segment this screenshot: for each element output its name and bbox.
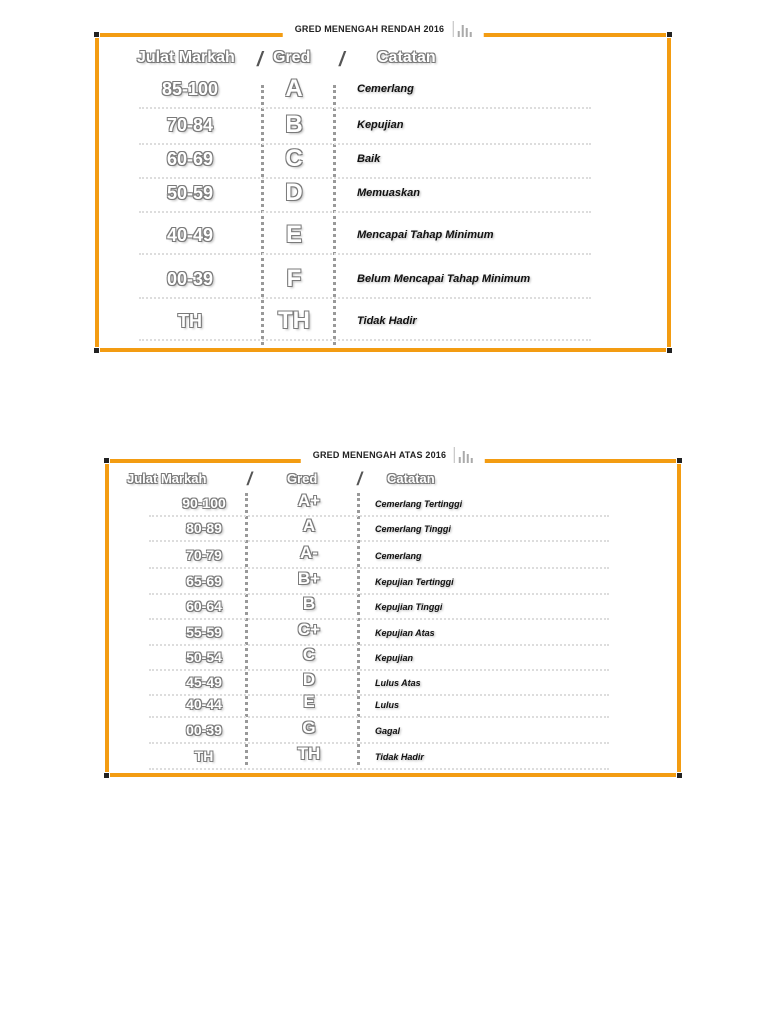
mark-range: 00-39	[166, 269, 214, 289]
row-separator	[149, 593, 609, 595]
corner-handle	[93, 347, 100, 354]
panel-title: GRED MENENGAH ATAS 2016	[312, 450, 447, 460]
row-separator	[149, 716, 609, 718]
grade-letter: F	[286, 265, 302, 292]
mark-range: 40-49	[166, 225, 214, 245]
grade-letter: B	[285, 111, 303, 138]
column-divider	[357, 493, 360, 765]
row-separator	[139, 339, 591, 341]
header-slash: /	[247, 469, 253, 489]
grade-letter: A	[302, 516, 316, 535]
corner-handle	[103, 457, 110, 464]
grade-note: Kepujian Tertinggi	[375, 577, 454, 587]
grade-letter: A	[285, 75, 303, 102]
mark-range: TH	[178, 311, 202, 331]
mark-range: TH	[194, 748, 214, 764]
header-catatan: Catatan	[387, 471, 435, 486]
mark-range: 45-49	[186, 674, 222, 690]
mark-range: 70-79	[186, 547, 222, 563]
row-separator	[149, 567, 609, 569]
row-separator	[149, 742, 609, 744]
column-divider	[333, 85, 336, 345]
grade-letter: C	[285, 145, 303, 172]
corner-handle	[103, 772, 110, 779]
row-separator	[139, 143, 591, 145]
row-separator	[139, 297, 591, 299]
row-separator	[139, 211, 591, 213]
grade-table-atas	[105, 450, 681, 777]
mark-range: 85-100	[161, 79, 219, 99]
corner-handle	[666, 347, 673, 354]
row-separator	[139, 177, 591, 179]
grade-letter: A+	[297, 491, 321, 510]
header-slash: /	[339, 49, 345, 71]
header-gred: Gred	[287, 471, 318, 486]
mark-range: 50-54	[186, 649, 222, 665]
mark-range: 60-69	[166, 149, 214, 169]
header-slash: /	[257, 49, 263, 71]
corner-handle	[676, 772, 683, 779]
grade-note: Cemerlang Tertinggi	[375, 499, 463, 509]
grade-letter: A-	[300, 543, 318, 562]
grade-note: Kepujian Tinggi	[375, 602, 443, 612]
grade-note: Baik	[357, 153, 381, 165]
row-separator	[149, 540, 609, 542]
header-julat-markah: Julat Markah	[137, 49, 235, 66]
panel-title-bar	[283, 21, 484, 37]
row-separator	[149, 669, 609, 671]
row-separator	[149, 515, 609, 517]
grade-letter: B	[302, 594, 316, 613]
header-catatan: Catatan	[377, 49, 436, 66]
corner-handle	[666, 31, 673, 38]
row-separator	[139, 253, 591, 255]
grade-letter: E	[303, 692, 315, 711]
mark-range: 65-69	[186, 573, 222, 589]
bar-chart-icon	[452, 21, 471, 37]
row-separator	[149, 644, 609, 646]
grade-letter: C	[302, 645, 316, 664]
mark-range: 40-44	[186, 696, 222, 712]
grade-letter: C+	[297, 620, 321, 639]
grade-letter: TH	[297, 744, 321, 763]
header-julat-markah: Julat Markah	[127, 471, 207, 486]
grade-note: Lulus	[375, 700, 399, 710]
grade-note: Cemerlang	[375, 551, 422, 561]
grade-table-rendah	[95, 24, 671, 352]
grade-note: Cemerlang Tinggi	[375, 524, 451, 534]
grade-letter: TH	[278, 307, 310, 334]
mark-range: 90-100	[182, 495, 226, 511]
grade-note: Memuaskan	[357, 187, 420, 199]
corner-handle	[93, 31, 100, 38]
grade-letter: G	[302, 718, 316, 737]
grade-note: Cemerlang	[357, 83, 414, 95]
mark-range: 80-89	[186, 520, 222, 536]
header-gred: Gred	[273, 49, 311, 66]
grade-note: Mencapai Tahap Minimum	[357, 229, 494, 241]
grade-note: Kepujian	[357, 119, 404, 131]
grade-letter: D	[285, 179, 303, 206]
panel-title-bar	[301, 447, 485, 463]
mark-range: 50-59	[166, 183, 214, 203]
row-separator	[149, 768, 609, 770]
bar-chart-icon	[454, 447, 473, 463]
grade-note: Belum Mencapai Tahap Minimum	[357, 273, 531, 285]
mark-range: 60-64	[186, 598, 222, 614]
mark-range: 00-39	[186, 722, 222, 738]
row-separator	[149, 618, 609, 620]
mark-range: 55-59	[186, 624, 222, 640]
grade-note: Tidak Hadir	[357, 315, 417, 327]
grade-note: Kepujian Atas	[375, 628, 435, 638]
grade-note: Tidak Hadir	[375, 752, 424, 762]
grade-note: Gagal	[375, 726, 401, 736]
grade-note: Lulus Atas	[375, 678, 421, 688]
mark-range: 70-84	[166, 115, 214, 135]
grade-letter: B+	[297, 569, 321, 588]
grade-letter: E	[285, 221, 302, 248]
header-slash: /	[357, 469, 363, 489]
grade-letter: D	[302, 670, 316, 689]
row-separator	[139, 107, 591, 109]
panel-title: GRED MENENGAH RENDAH 2016	[294, 24, 445, 34]
corner-handle	[676, 457, 683, 464]
grade-note: Kepujian	[375, 653, 414, 663]
